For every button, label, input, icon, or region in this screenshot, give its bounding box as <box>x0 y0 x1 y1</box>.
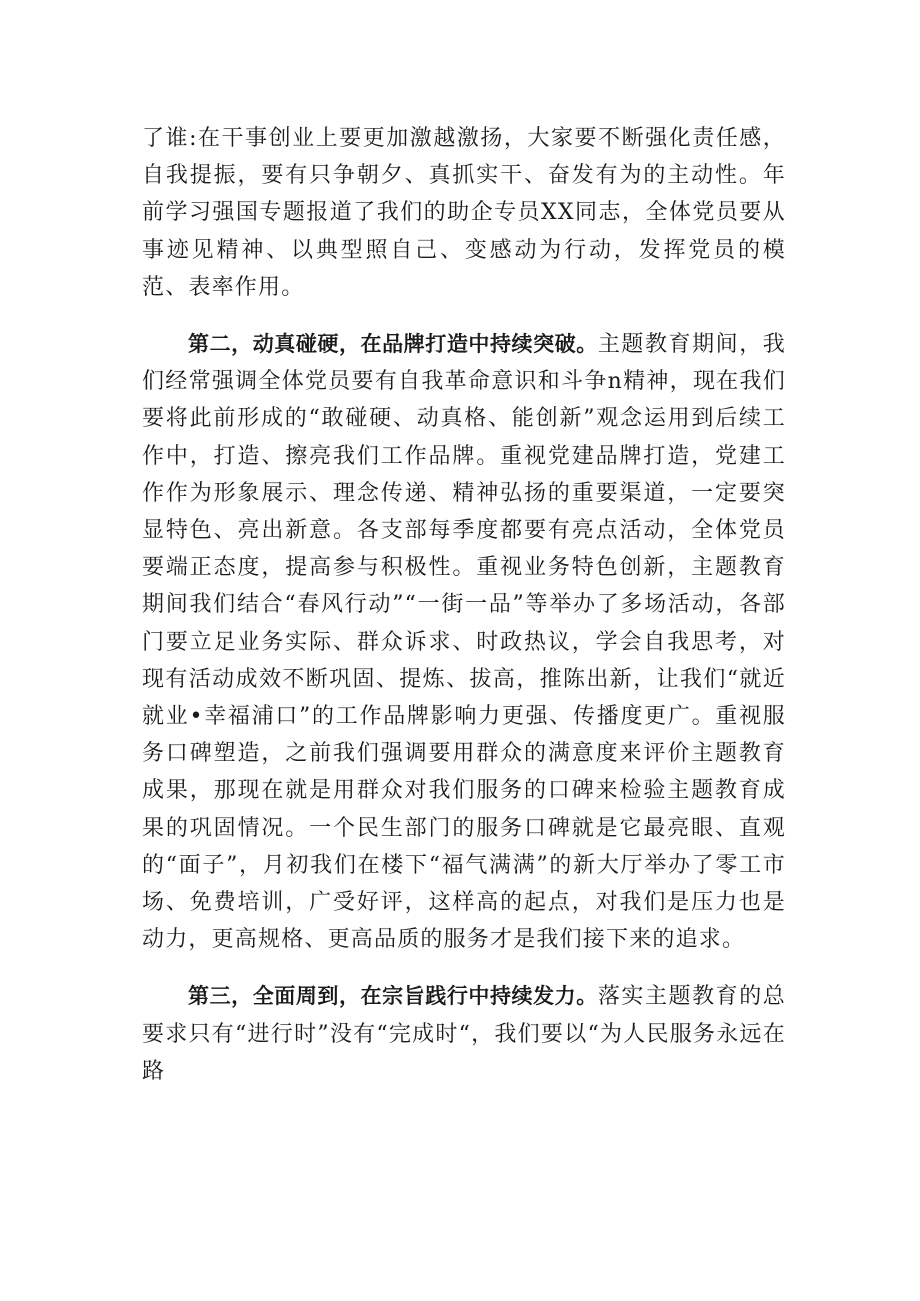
paragraph-heading: 第二，动真碰硬，在品牌打造中持续突破。 <box>188 332 598 357</box>
paragraph-body: 主题教育期间，我们经常强调全体党员要有自我革命意识和斗争n精神，现在我们要将此前形成的“敢碰硬、动真格、能创新”观念运用到后续工作中，打造、擦亮我们工作品牌。重视党建品牌打造，党建工作作为形象展示、理念传递、精神弘扬的重要渠道，一定要突显特色、亮出新意。各支部每季度都要有亮点活动，全体党员要端正态度，提高参与积极性。重视业务特色创新，主题教育期间我们结合“春风行动”“一街一品”等举办了多场活动，各部门要立足业务实际、群众诉求、时政热议，学会自我思考，对现有活动成效不断巩固、提炼、拔高，推陈出新，让我们“就近就业•幸福浦口”的工作品牌影响力更强、传播度更广。重视服务口碑塑造，之前我们强调要用群众的满意度来评价主题教育成果，那现在就是用群众对我们服务的口碑来检验主题教育成果的巩固情况。一个民生部门的服务口碑就是它最亮眼、直观的“面子”，月初我们在楼下“福气满满”的新大厅举办了零工市场、免费培训，广受好评，这样高的起点，对我们是压力也是动力，更高规格、更高品质的服务才是我们接下来的追求。 <box>142 332 786 953</box>
paragraph-body: 落实主题教育的总要求只有“进行时”没有“完成时“，我们要以“为人民服务永远在路 <box>142 984 786 1084</box>
paragraph-continuation <box>142 120 786 306</box>
paragraph-heading: 第三，全面周到，在宗旨践行中持续发力。 <box>188 984 598 1009</box>
document-page <box>142 120 786 1090</box>
paragraph-third-point <box>142 978 786 1090</box>
paragraph-body: 了谁:在干事创业上要更加激越激扬，大家要不断强化责任感，自我提振，要有只争朝夕、真抓实干、奋发有为的主动性。年前学习强国专题报道了我们的助企专员XX同志，全体党员要从事迹见精神、以典型照自己、变感动为行动，发挥党员的模范、表率作用。 <box>142 126 786 300</box>
paragraph-second-point <box>142 326 786 958</box>
